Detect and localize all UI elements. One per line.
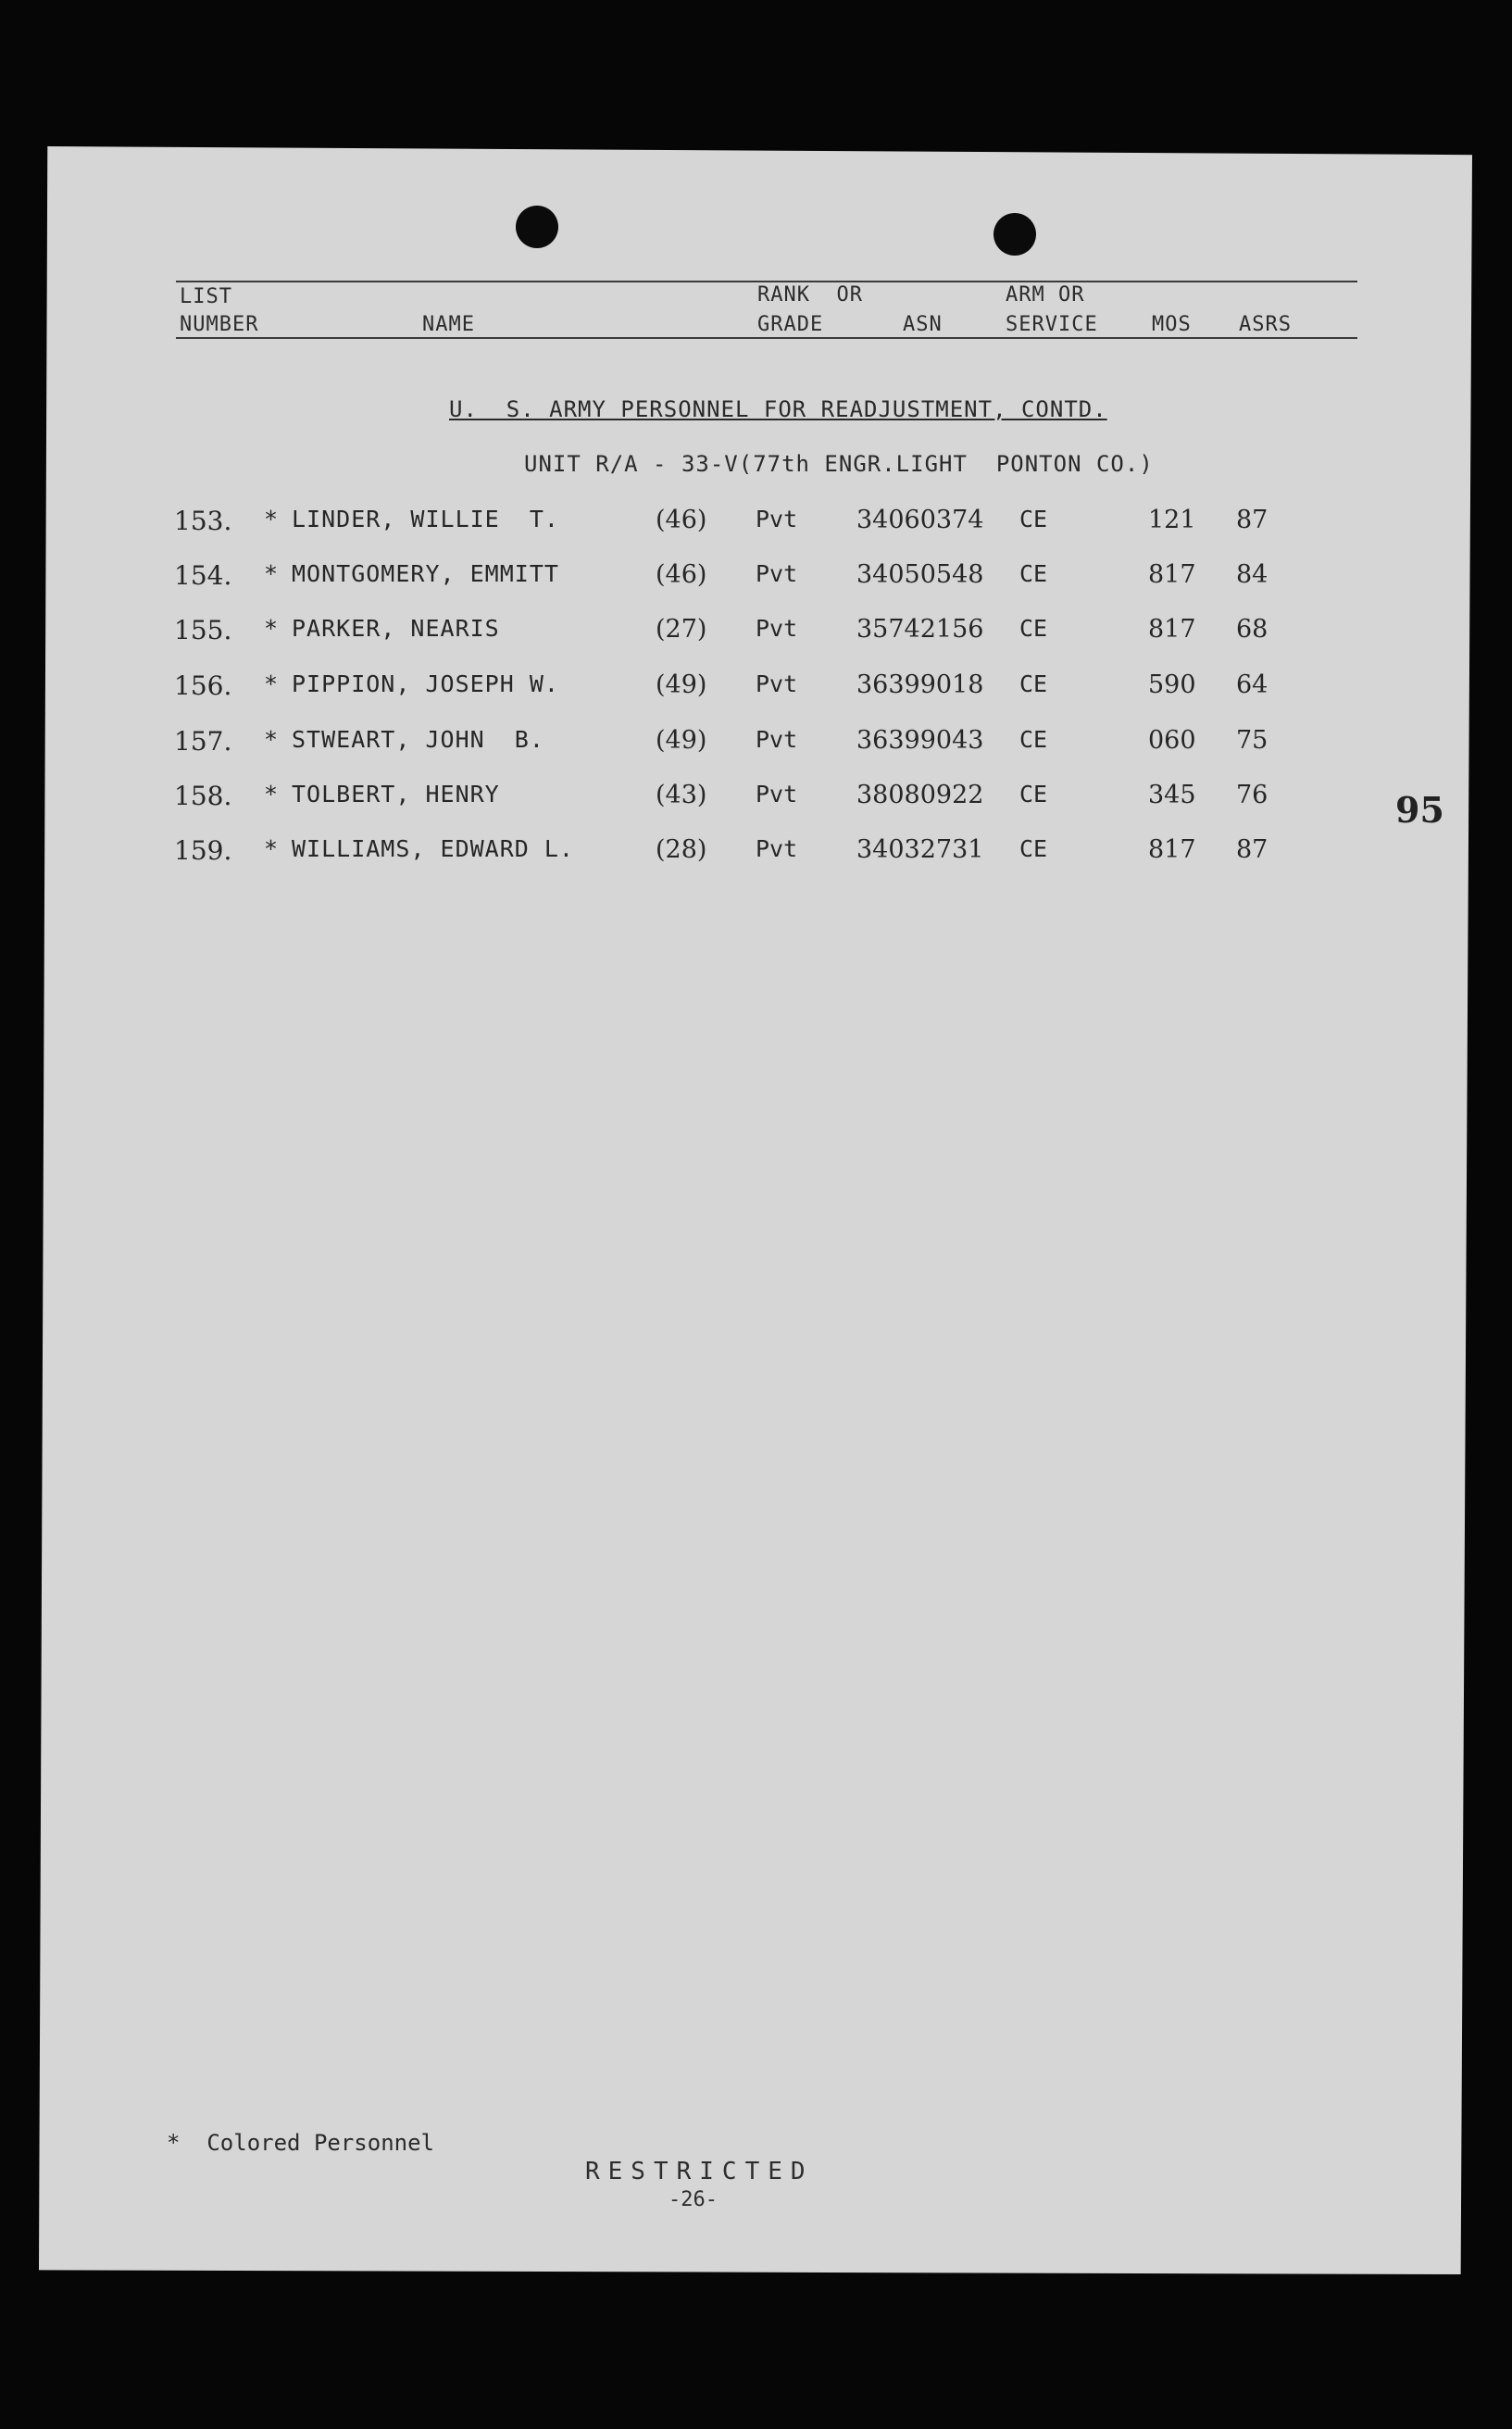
unit-line: UNIT R/A - 33-V(77th ENGR.LIGHT PONTON CO.)	[524, 451, 1154, 477]
list-number: 154.	[174, 560, 232, 591]
asn: 35742156	[856, 615, 984, 644]
header-mos: MOS	[1152, 313, 1192, 336]
header-rank-1: RANK OR	[757, 283, 863, 307]
punch-hole-right	[993, 213, 1036, 256]
asrs: 76	[1236, 781, 1268, 809]
mos: 817	[1148, 615, 1196, 644]
colored-personnel-marker: *	[264, 726, 279, 753]
asn: 34050548	[856, 560, 984, 589]
header-top-rule	[176, 281, 1357, 282]
list-number: 158.	[174, 781, 232, 811]
list-number: 153.	[174, 506, 232, 536]
asrs: 87	[1236, 506, 1268, 534]
rank: Pvt	[756, 781, 798, 808]
asn: 34060374	[856, 506, 984, 534]
asn: 36399043	[856, 726, 984, 755]
arm-service: CE	[1019, 560, 1048, 587]
header-name: NAME	[422, 313, 475, 336]
asn: 36399018	[856, 670, 984, 699]
rank: Pvt	[756, 670, 798, 697]
colored-personnel-marker: *	[264, 506, 279, 532]
code: (46)	[656, 560, 707, 589]
colored-personnel-marker: *	[264, 615, 279, 642]
table-row	[0, 670, 1512, 707]
asrs: 75	[1236, 726, 1268, 755]
mos: 590	[1148, 670, 1196, 699]
code: (43)	[656, 781, 707, 809]
asrs: 87	[1236, 835, 1268, 864]
personnel-name: LINDER, WILLIE T.	[292, 506, 559, 532]
mos: 345	[1148, 781, 1196, 809]
header-rank-2: GRADE	[757, 313, 824, 336]
side-page-number: 95	[1395, 789, 1444, 831]
header-arm-1: ARM OR	[1006, 283, 1085, 307]
arm-service: CE	[1019, 726, 1048, 753]
table-row	[0, 835, 1512, 872]
rank: Pvt	[756, 506, 798, 532]
code: (49)	[656, 670, 707, 699]
table-row	[0, 615, 1512, 652]
mos: 817	[1148, 560, 1196, 589]
mos: 817	[1148, 835, 1196, 864]
arm-service: CE	[1019, 615, 1048, 642]
punch-hole-left	[516, 206, 558, 248]
header-list-number-1: LIST	[180, 285, 232, 308]
asrs: 64	[1236, 670, 1268, 699]
table-row	[0, 506, 1512, 543]
asn: 38080922	[856, 781, 984, 809]
document-title: U. S. ARMY PERSONNEL FOR READJUSTMENT, CONTD.	[449, 396, 1107, 422]
header-arm-2: SERVICE	[1006, 313, 1098, 336]
list-number: 159.	[174, 835, 232, 866]
code: (28)	[656, 835, 707, 864]
personnel-name: WILLIAMS, EDWARD L.	[292, 835, 574, 862]
asrs: 84	[1236, 560, 1268, 589]
personnel-name: MONTGOMERY, EMMITT	[292, 560, 559, 587]
arm-service: CE	[1019, 835, 1048, 862]
table-row	[0, 781, 1512, 818]
list-number: 156.	[174, 670, 232, 701]
restricted-stamp: RESTRICTED	[585, 2158, 814, 2185]
header-asn: ASN	[903, 313, 943, 336]
colored-personnel-marker: *	[264, 560, 279, 587]
code: (46)	[656, 506, 707, 534]
asn: 34032731	[856, 835, 984, 864]
footnote: * Colored Personnel	[167, 2130, 434, 2156]
arm-service: CE	[1019, 670, 1048, 697]
personnel-name: STWEART, JOHN B.	[292, 726, 544, 753]
rank: Pvt	[756, 560, 798, 587]
asrs: 68	[1236, 615, 1268, 644]
arm-service: CE	[1019, 781, 1048, 808]
rank: Pvt	[756, 835, 798, 862]
mos: 060	[1148, 726, 1196, 755]
code: (49)	[656, 726, 707, 755]
colored-personnel-marker: *	[264, 670, 279, 697]
personnel-name: TOLBERT, HENRY	[292, 781, 500, 808]
personnel-name: PARKER, NEARIS	[292, 615, 500, 642]
rank: Pvt	[756, 726, 798, 753]
colored-personnel-marker: *	[264, 781, 279, 808]
list-number: 157.	[174, 726, 232, 757]
table-row	[0, 560, 1512, 597]
personnel-name: PIPPION, JOSEPH W.	[292, 670, 559, 697]
page-number: -26-	[669, 2188, 718, 2211]
mos: 121	[1148, 506, 1196, 534]
header-list-number-2: NUMBER	[180, 313, 259, 336]
code: (27)	[656, 615, 707, 644]
arm-service: CE	[1019, 506, 1048, 532]
table-row	[0, 726, 1512, 763]
colored-personnel-marker: *	[264, 835, 279, 862]
list-number: 155.	[174, 615, 232, 645]
header-bottom-rule	[176, 337, 1357, 339]
rank: Pvt	[756, 615, 798, 642]
header-asrs: ASRS	[1239, 313, 1292, 336]
